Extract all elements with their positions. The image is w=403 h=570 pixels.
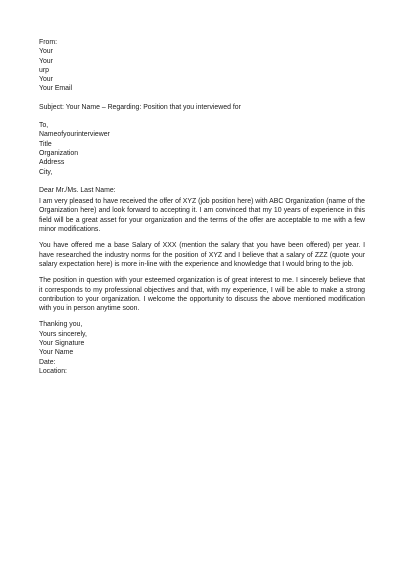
recipient-city: City, [39, 168, 53, 176]
sender-block [39, 38, 365, 94]
closing-date: Date: [39, 358, 56, 366]
to-label: To, [39, 122, 49, 130]
recipient-organization: Organization [39, 149, 79, 157]
recipient-title: Title [39, 140, 52, 148]
sender-email: Your Email [39, 85, 73, 93]
subject-line [39, 103, 365, 112]
closing-signature: Your Signature [39, 340, 85, 348]
closing-location: Location: [39, 367, 67, 375]
sender-line: Your [39, 57, 53, 65]
closing-block [39, 320, 365, 376]
closing-sincerely: Yours sincerely, [39, 330, 87, 338]
body-paragraph: The position in question with your esteemed organization is of great interest to me. I sincerely believe that it corresponds to my professional objectives and that, with my experience, I will be able to make a strong contribution to your organization. I welcome the opportunity to discuss the above mentioned modification with you in person anytime soon. [39, 277, 365, 313]
body-paragraph: I am very pleased to have received the offer of XYZ (job position here) with ABC Organization (name of the Organization here) and look forward to accepting it. I am convinced that my 10 years of experience in this field will be a great asset for your organization and the terms of the offer are acceptable to me with a few minor modifications. [39, 198, 365, 234]
sender-line: Your [39, 76, 53, 84]
body-paragraph: You have offered me a base Salary of XXX (mention the salary that you have been offered) per year. I have researched the industry norms for the position of XYZ and I believe that a salary of ZZZ (quote your salary expectation here) is more in-line with the experience and knowledge that I would bring to the job. [39, 242, 365, 268]
recipient-block [39, 121, 365, 177]
sender-line: Your [39, 48, 53, 56]
recipient-address: Address [39, 159, 65, 167]
recipient-name: Nameofyourinterviewer [39, 131, 110, 139]
from-label: From: [39, 39, 57, 46]
closing-thanks: Thanking you, [39, 321, 83, 329]
sender-line: urp [39, 66, 49, 74]
salutation-text: Dear Mr./Ms. Last Name: [39, 186, 116, 194]
subject-text: Subject: Your Name – Regarding: Position that you interviewed for [39, 103, 241, 111]
salutation [39, 186, 365, 195]
closing-name: Your Name [39, 349, 74, 357]
